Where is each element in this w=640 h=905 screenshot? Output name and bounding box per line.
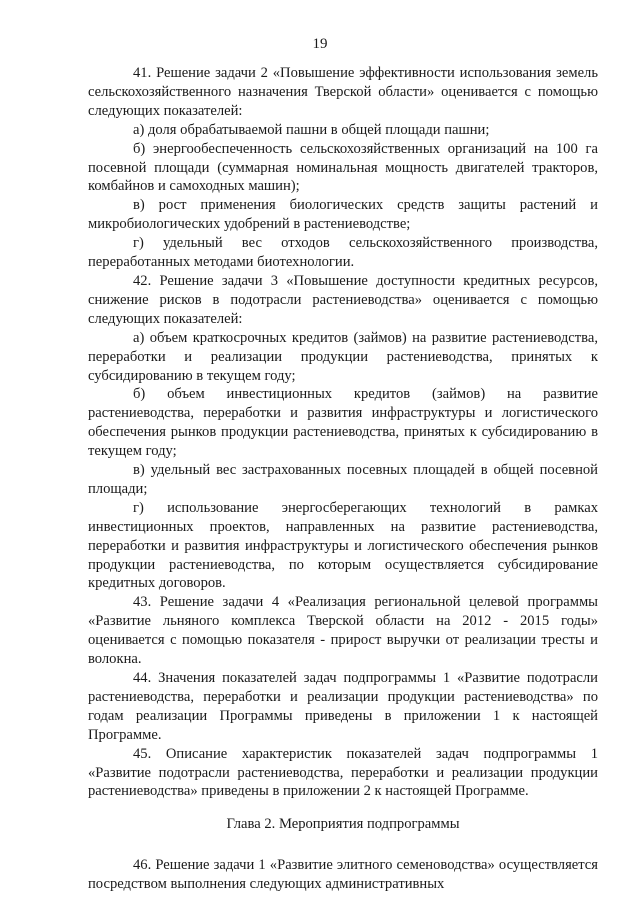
paragraph-43: 43. Решение задачи 4 «Реализация региональной целевой программы «Развитие льняного комплекса Тверской области на 2012 - 2015 годы» оценивается с помощью показателя - прирост выручки от реализации тресты и волокна. <box>88 594 598 668</box>
paragraph-41-g: г) удельный вес отходов сельскохозяйственного производства, переработанных методами биотехнологии. <box>88 235 598 271</box>
paragraph-45: 45. Описание характеристик показателей задач подпрограммы 1 «Развитие подотрасли растениеводства, переработки и реализации продукции растениеводства» приведены в приложении 2 к настоящей Программе. <box>88 745 598 800</box>
page-body <box>88 64 598 894</box>
chapter-heading: Глава 2. Мероприятия подпрограммы <box>226 816 460 833</box>
paragraph-42-b: б) объем инвестиционных кредитов (займов) на развитие растениеводства, переработки и развития инфраструктуры и логистического обеспечения рынков продукции растениеводства, принятых к субсидированию в текущем году; <box>88 386 598 460</box>
paragraph-41-b: б) энергообеспеченность сельскохозяйственных организаций на 100 га посевной площади (суммарная номинальная мощность двигателей тракторов, комбайнов и самоходных машин); <box>88 140 598 195</box>
paragraph-42-g: г) использование энергосберегающих технологий в рамках инвестиционных проектов, направленных на развитие растениеводства, переработки и развития инфраструктуры и логистического обеспечения рынков продукции растениеводства, по которым осуществляется субсидирование кредитных договоров. <box>88 499 598 592</box>
page-number: 19 <box>312 36 328 52</box>
paragraph-41: 41. Решение задачи 2 «Повышение эффективности использования земель сельскохозяйственного назначения Тверской области» оценивается с помощью следующих показателей: <box>88 65 598 119</box>
paragraph-42-v: в) удельный вес застрахованных посевных площадей в общей посевной площади; <box>88 462 598 497</box>
paragraph-46: 46. Решение задачи 1 «Развитие элитного семеноводства» осуществляется посредством выполнения следующих административных <box>88 857 598 893</box>
paragraph-44: 44. Значения показателей задач подпрограммы 1 «Развитие подотрасли растениеводства, переработки и реализации продукции растениеводства» по годам реализации Программы приведены в приложении 1 к настоящей Программе. <box>88 670 598 743</box>
paragraph-42: 42. Решение задачи 3 «Повышение доступности кредитных ресурсов, снижение рисков в подотрасли растениеводства» оценивается с помощью следующих показателей: <box>88 272 598 327</box>
paragraph-41-v: в) рост применения биологических средств защиты растений и микробиологических удобрений в растениеводстве; <box>88 197 598 233</box>
paragraph-42-a: а) объем краткосрочных кредитов (займов) на развитие растениеводства, переработки и реализации продукции растениеводства, принятых к субсидированию в текущем году; <box>88 329 598 384</box>
paragraph-41-a: а) доля обрабатываемой пашни в общей площади пашни; <box>133 121 490 138</box>
